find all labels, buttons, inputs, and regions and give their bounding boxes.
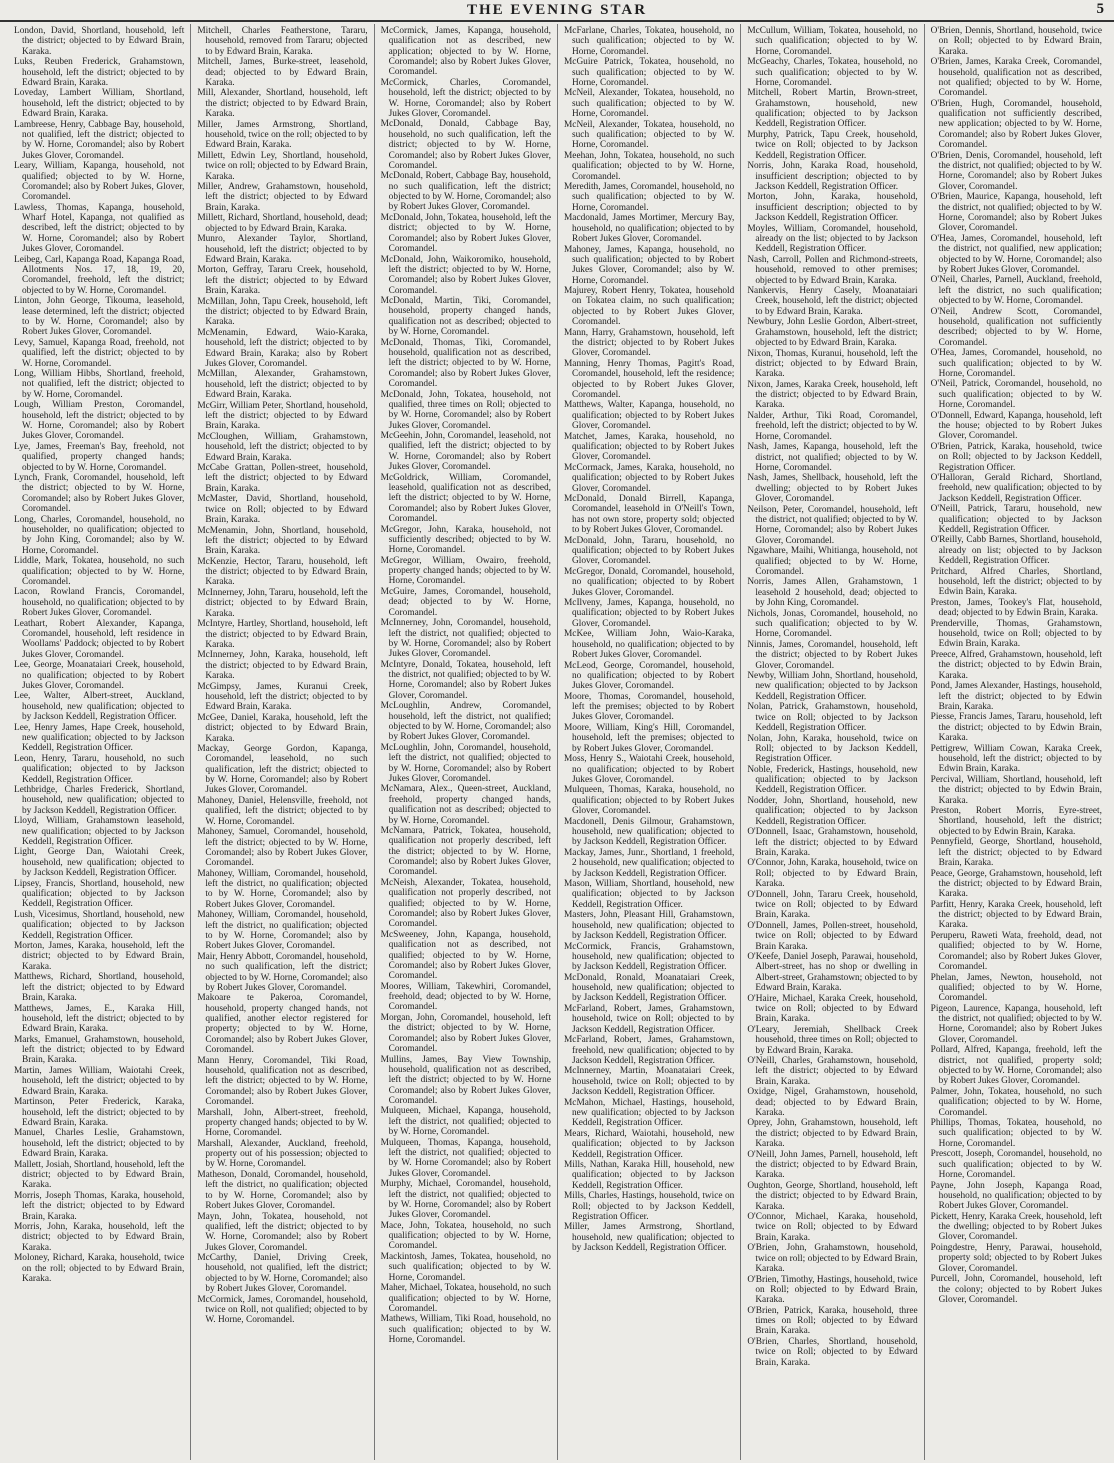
- objection-entry: Levy, Samuel, Kapanga Road, freehold, not qualified, left the district; objected to by W. Horne, Coromandel.: [14, 337, 185, 369]
- objection-entry: Nash, James, Kapanga, household, left the district, not qualified; objected to by W. Horne, Coromandel.: [747, 442, 918, 473]
- objection-entry: Miller, James Armstrong, Shortland, household, twice on the roll; objected to by Edward Brain, Karaka.: [197, 119, 368, 151]
- objection-entry: Leon, Henry, Tararu, household, no such qualification; objected to by Jackson Keddell, Registration Officer.: [14, 753, 185, 785]
- objection-entry: McFarland, Robert, James, Grahamstown, household, twice on Roll; objected to by Jackson Keddell, Registration Officer.: [563, 1003, 735, 1035]
- objection-entry: Moore, William, King's Hill, Coromandel, household, left the premises; objected to by Robert Jukes Glover, Coromandel.: [563, 722, 735, 754]
- objection-entry: Masters, John, Pleasant Hill, Grahamstown, household, new qualification; objected to by Jackson Keddell, Registration Officer.: [563, 910, 735, 941]
- objection-entry: Morris, Joseph Thomas, Karaka, household, left the district; objected to by Edward Brain, Karaka.: [14, 1190, 185, 1222]
- text-columns: [8, 24, 1108, 1460]
- objection-entry: Macdonell, Denis Gilmour, Grahamstown, household, new qualification; objected to by Jackson Keddell, Registration Officer.: [563, 816, 735, 848]
- objection-entry: McMillan, John, Tapu Creek, household, left the district; objected to by Edward Brain, Karaka.: [197, 296, 368, 328]
- objection-entry: Nash, James, Shellback, household, left the dwelling; objected to by Robert Jukes Glover, Coromandel.: [747, 473, 918, 505]
- objection-entry: Morris, John, Karaka, household, left the district; objected to by Edward Brain, Karaka.: [14, 1222, 185, 1253]
- objection-entry: Mackay, James, Junr., Shortland, 1 freehold, 2 household, new qualification; objected to by Jackson Keddell, Registration Officer.: [563, 847, 735, 879]
- objection-entry: Poingdestre, Henry, Parawai, household, property sold; objected to by Robert Jukes Glover, Coromandel.: [930, 1242, 1102, 1274]
- objection-entry: Murphy, Michael, Coromandel, household, left the district, not qualified; objected to by W. Horne, Coromandel; also by Robert Jukes Glover, Coromandel.: [380, 1179, 551, 1221]
- column-4: [558, 24, 741, 1460]
- objection-entry: McInnerney, John, Tararu, household, left the district; objected to by Edward Brain, Karaka.: [197, 587, 368, 619]
- objection-entry: McCarthy, Daniel, Driving Creek, household, not qualified, left the district; objected to by W. Horne, Coromandel; also by Robert Jukes Glover, Coromandel.: [197, 1253, 368, 1295]
- objection-entry: O'Brien, Charles, Shortland, household, twice on Roll; objected to by Edward Brain, Karaka.: [747, 1337, 918, 1368]
- objection-entry: Moloney, Richard, Karaka, household, twice on the roll; objected to by Edward Brain, Karaka.: [14, 1253, 185, 1284]
- objection-entry: McDonald, John, Tokatea, household, left the district; objected to by W. Horne, Coromandel; also by Robert Jukes Glover, Coromandel.: [380, 212, 551, 254]
- objection-entry: Martin, James William, Waiotahi Creek, household, left the district; objected to by Edward Brain, Karaka.: [14, 1066, 185, 1097]
- objection-entry: Pickett, Henry, Karaka Creek, household, left the dwelling; objected to by Robert Jukes Glover, Coromandel.: [930, 1211, 1102, 1243]
- objection-entry: Leathart, Robert Alexander, Kapanga, Coromandel, household, left residence in Woollams' Paddock; objected to by Robert Jukes Glover, Coromandel.: [14, 618, 185, 660]
- objection-entry: O'Brien, Patrick, Karaka, household, three times on Roll; objected to by Edward Brain, Karaka.: [747, 1305, 918, 1337]
- objection-entry: Mayn, John, Tokatea, household, not qualified, left the district; objected to by W. Horne, Coromandel; also by Robert Jukes Glover, Coromandel.: [197, 1211, 368, 1253]
- objection-entry: Piesse, Francis James, Tararu, household, left the district; objected to by Edwin Brain, Karaka.: [930, 712, 1102, 744]
- objection-entry: McDonald, Donald, Cabbage Bay, household, no such qualification, left the district; objected to by W. Horne, Coromandel; also by Robert Jukes Glover, Coromandel.: [380, 119, 551, 171]
- objection-entry: Pritchard, Alfred Charles, Shortland, household, left the district; objected to by Edwin Bain, Karaka.: [930, 566, 1102, 598]
- objection-entry: Norris, James Allen, Grahamstown, 1 leasehold 2 household, dead; objected to by John King, Coromandel.: [747, 577, 918, 609]
- objection-entry: Mills, Nathan, Karaka Hill, household, new qualification; objected to by Jackson Keddell, Registration Officer.: [563, 1160, 735, 1191]
- objection-entry: Mason, William, Shortland, household, new qualification; objected to by Jackson Keddell, Registration Officer.: [563, 879, 735, 910]
- objection-entry: Murphy, Patrick, Tapu Creek, household, twice on Roll; objected to by Jackson Keddell, Registration Officer.: [747, 130, 918, 161]
- objection-entry: McGuire, James, Coromandel, household, dead; objected to by W. Horne, Coromandel.: [380, 587, 551, 618]
- objection-entry: McSweeney, John, Kapanga, household, qualification not as described, not qualified; objected to by W. Horne, Coromandel; also by Robert Jukes Glover, Coromandel.: [380, 929, 551, 982]
- objection-entry: Lawless, Thomas, Kapanga, household, Wharf Hotel, Kapanga, not qualified as described, left the district; objected to by W. Horne, Coromandel; also by Robert Jukes Glover, Coromandel.: [14, 202, 185, 255]
- objection-entry: Meehan, John, Tokatea, household, no such qualification; objected to by W. Horne, Coromandel.: [563, 150, 735, 182]
- objection-entry: McCormick, Francis, Grahamstown, household, new qualification; objected to by Jackson Keddell, Registration Officer.: [563, 941, 735, 973]
- objection-entry: McKenzie, Hector, Tararu, household, left the district; objected to by Edward Brain, Karaka.: [197, 556, 368, 588]
- objection-entry: Miller, Andrew, Grahamstown, household, left the district; objected to by Edward Brain, Karaka.: [197, 182, 368, 213]
- objection-entry: McLoughlin, Andrew, Coromandel, household, left the district, not qualified; objected to by W. Horne, Coromandel; also by Robert Jukes Glover, Coromandel.: [380, 701, 551, 743]
- objection-entry: O'Neill, John James, Parnell, household, left the district; objected to by Edward Brain, Karaka.: [747, 1149, 918, 1181]
- objection-entry: McFarland, Robert, James, Grahamstown, freehold, new qualification; objected to by Jackson Keddell, Registration Officer.: [563, 1035, 735, 1066]
- objection-entry: O'Brien, James, Karaka Creek, Coromandel, household, qualification not as described, not qualified; objected to by W. Horne, Coromandel.: [930, 57, 1102, 99]
- objection-entry: Noble, Frederick, Hastings, household, new qualification; objected to by Jackson Keddell, Registration Officer.: [747, 764, 918, 796]
- objection-entry: O'Hea, James, Coromandel, household, left the district, not qualified, new application; objected to by W. Horne, Coromandel; also by Robert Jukes Glover, Coromandel.: [930, 233, 1102, 275]
- objection-entry: McKee, William John, Waio-Karaka, household, no qualification; objected to by Robert Jukes Glover, Coromandel.: [563, 629, 735, 660]
- objection-entry: Nixon, James, Karaka Creek, household, left the district; objected to by Edward Brain, Karaka.: [747, 379, 918, 411]
- objection-entry: Mill, Alexander, Shortland, household, left the district; objected to by Edward Brain, Karaka.: [197, 88, 368, 120]
- objection-entry: Munro, Alexander Taylor, Shortland, household, left the district; objected to by Edward Brain, Karaka.: [197, 234, 368, 265]
- objection-entry: Macdonald, James Mortimer, Mercury Bay, household, no qualification; objected to by Robert Jukes Glover, Coromandel.: [563, 213, 735, 244]
- objection-entry: Marshall, John, Albert-street, freehold, property changed hands; objected to by W. Horne, Coromandel.: [197, 1107, 368, 1139]
- objection-entry: McCullum, William, Tokatea, household, no such qualification; objected to by W. Horne, Coromandel.: [747, 26, 918, 57]
- objection-entry: McGuire Patrick, Tokatea, household, no such qualification; objected to by W. Horne, Coromandel.: [563, 57, 735, 88]
- objection-entry: McFarlane, Charles, Tokatea, household, no such qualification; objected to by W. Horne, Coromandel.: [563, 26, 735, 57]
- page-header: [0, 0, 1114, 22]
- objection-entry: Long, William Hibbs, Shortland, freehold, not qualified, left the district; objected to by W. Horne, Coromandel.: [14, 369, 185, 400]
- objection-entry: Peruperu, Raweti Wata, freehold, dead, not qualified; objected to by W. Horne, Coromandel; also by Robert Jukes Glover, Coromandel.: [930, 930, 1102, 972]
- objection-entry: McCormick, James, Kapanga, household, qualification not as described, new application; objected to by W. Horne, Coromandel; also by Robert Jukes Glover, Coromandel.: [380, 26, 551, 78]
- objection-entry: Parfitt, Henry, Karaka Creek, household, left the district; objected to by Edward Brain, Karaka.: [930, 899, 1102, 931]
- objection-entry: Matchet, James, Karaka, household, no qualification; objected to by Robert Jukes Glover, Coromandel.: [563, 431, 735, 463]
- objection-entry: Mulqueen, Michael, Kapanga, household, left the district, not qualified; objected to by W. Horne, Coromandel.: [380, 1106, 551, 1138]
- objection-entry: Mann Henry, Coromandel, Tiki Road, household, qualification not as described, left the district; objected to by W. Horne, Coromandel; also by Robert Jukes Glover, Coromandel.: [197, 1055, 368, 1108]
- objection-entry: Moore, Thomas, Coromandel, household, left the premises; objected to by Robert Jukes Glover, Coromandel.: [563, 691, 735, 723]
- objection-entry: Nolan, Patrick, Grahamstown, household, twice on Roll; objected to by Jackson Keddell, Registration Officer.: [747, 702, 918, 733]
- objection-entry: McCormack, James, Karaka, household, no qualification; objected to by Robert Jukes Glover, Coromandel.: [563, 462, 735, 494]
- objection-entry: Makoare te Pakeroa, Coromandel, household, property changed hands, not qualified, another elector registered for property; objected to by W. Horne, Coromandel; also by Robert Jukes Glover, Coromandel.: [197, 993, 368, 1056]
- objection-entry: Millett, Richard, Shortland, household, dead; objected to by Edward Brain, Karaka.: [197, 213, 368, 234]
- objection-entry: O'Brien, John, Grahamstown, household, twice on roll; objected to by Edward Brain, Karaka.: [747, 1243, 918, 1275]
- objection-entry: Pigeon, Laurence, Kapanga, household, left the district, not qualified; objected to by W. Horne, Coromandel; also by Robert Jukes Glover, Coromandel.: [930, 1003, 1102, 1045]
- objection-entry: McMahon, Michael, Hastings, household, new qualification; objected to by Jackson Keddell, Registration Officer.: [563, 1097, 735, 1129]
- objection-entry: O'Brien, Patrick, Karaka, household, twice on Roll; objected to by Jackson Keddell, Registration Officer.: [930, 441, 1102, 473]
- objection-entry: McDonald, John, Waikoromiko, household, left the district; objected to by W. Horne, Coromandel; also by Robert Jukes Glover, Coromandel.: [380, 254, 551, 296]
- objection-entry: Morton, Geffray, Tararu Creek, household, left the district; objected to by Edward Brain, Karaka.: [197, 265, 368, 297]
- objection-entry: O'Neill, Patrick, Tararu, household, new qualification; objected to by Jackson Keddell, Registration Officer.: [930, 504, 1102, 535]
- objection-entry: McMaster, David, Shortland, household, twice on Roll; objected to by Edward Brain, Karaka.: [197, 494, 368, 525]
- objection-entry: O'Donnell, Edward, Kapanga, household, left the house; objected to by Robert Jukes Glover, Coromandel.: [930, 410, 1102, 442]
- objection-entry: Mahoney, Daniel, Helensville, freehold, not qualified, left the district; objected to by W. Horne, Coromandel.: [197, 795, 368, 827]
- objection-entry: O'Brien, Denis, Coromandel, household, left the district, not qualified; objected to by W. Horne, Coromandel; also by Robert Jukes Glover, Coromandel.: [930, 150, 1102, 192]
- objection-entry: Preece, Alfred, Grahamstown, household, left the district; objected to by Edwin Brain, Karaka.: [930, 650, 1102, 681]
- objection-entry: Newbury, John Leslie Gordon, Albert-street, Grahamstown, household, left the district; objected to by Edward Brain, Karaka.: [747, 317, 918, 348]
- objection-entry: Lethbridge, Charles Frederick, Shortland, household, new qualification; objected to by Jackson Keddell, Registration Officer.: [14, 785, 185, 816]
- objection-entry: McDonald, John, Tararu, household, no qualification; objected to by Robert Jukes Glover, Coromandel.: [563, 535, 735, 567]
- objection-entry: McCabe Grattan, Pollen-street, household, left the district; objected to by Edward Brain, Karaka.: [197, 463, 368, 494]
- objection-entry: O'Reilly, Cabb Barnes, Shortland, household, already on list; objected to by Jackson Keddell, Registration Officer.: [930, 535, 1102, 567]
- objection-entry: McDonald, Martin, Tiki, Coromandel, household, property changed hands, qualification not as described; objected to by W. Horne, Coromandel.: [380, 296, 551, 338]
- objection-entry: Mann, Harry, Grahamstown, household, left the district; objected to by Robert Jukes Glover, Coromandel.: [563, 327, 735, 359]
- objection-entry: Moss, Henry S., Waiotahi Creek, household, no qualification; objected to by Robert Jukes Glover, Coromandel.: [563, 754, 735, 785]
- objection-entry: Nankervis, Henry Casely, Moanataiari Creek, household, left the district; objected to by Edward Brain, Karaka.: [747, 286, 918, 317]
- objection-entry: Peace, George, Grahamstown, household, left the district; objected to by Edward Brain, Karaka.: [930, 868, 1102, 900]
- objection-entry: Mahoney, William, Coromandel, household, left the district, no qualification; objected to by W. Horne, Coromandel; also by Robert Jukes Glover, Coromandel.: [197, 868, 368, 910]
- objection-entry: O'Neil, Andrew Scott, Coromandel, household, qualification not sufficiently described; objected to by W. Horne, Coromandel.: [930, 306, 1102, 348]
- objection-entry: Oprey, John, Grahamstown, household, left the district; objected to by Edward Brain, Karaka.: [747, 1118, 918, 1150]
- objection-entry: Lynch, Frank, Coromandel, household, left the district; objected to by W. Horne, Coromandel; also by Robert Jukes Glover, Coromandel.: [14, 473, 185, 515]
- masthead: THE EVENING STAR: [466, 2, 648, 18]
- objection-entry: Mahoney, James, Kapanga, household, no such qualification; objected to by Robert Jukes Glover, Coromandel; also by W. Horne, Coromandel.: [563, 244, 735, 286]
- objection-entry: McIntyre, Hartley, Shortland, household, left the district; objected to by Edward Brain, Karaka.: [197, 619, 368, 650]
- objection-entry: O'Hea, James, Coromandel, household, no such qualification; objected to by W. Horne, Coromandel.: [930, 348, 1102, 379]
- objection-entry: Norris, John, Karaka Road, household, insufficient description; objected to by Jackson Keddell, Registration Officer.: [747, 161, 918, 192]
- objection-entry: McInnerney, John, Karaka, household, left the district; objected to by Edward Brain, Karaka.: [197, 650, 368, 682]
- objection-entry: Neilson, Peter, Coromandel, household, left the district, not qualified; objected to by W. Horne, Coromandel; also by Robert Jukes Glover, Coromandel.: [747, 504, 918, 546]
- objection-entry: McGoldrick, William, Coromandel, leasehold, qualification not as described, left the district; objected to by W. Horne, Coromandel; also by Robert Jukes Glover, Coromandel.: [380, 472, 551, 525]
- objection-entry: O'Keefe, Daniel Joseph, Parawai, household, Albert-street, has no shop or dwelling in Albert-street, Grahamstown; objected to by Edward Brain, Karaka.: [747, 952, 918, 994]
- objection-entry: Preston, James, Tookey's Flat, household, dead; objected to by Edwin Brain, Karaka.: [930, 597, 1102, 619]
- objection-entry: McDonald, Donald Birrell, Kapanga, Coromandel, leasehold in O'Neill's Town, has not own store, property sold; objected to by Robert Jukes Glover, Coromandel.: [563, 494, 735, 536]
- objection-entry: O'Donnell, James, Pollen-street, household, twice on Roll; objected to by Edward Brain Karaka.: [747, 920, 918, 952]
- objection-entry: McGregor, William, Owairo, freehold, property changed hands; objected to by W. Horne, Coromandel.: [380, 555, 551, 587]
- objection-entry: Payne, John Joseph, Kapanga Road, household, no qualification; objected to by Robert Jukes Glover, Coromandel.: [930, 1180, 1102, 1212]
- objection-entry: O'Connor, John, Karaka, household, twice on Roll; objected to by Edward Brain, Karaka.: [747, 858, 918, 890]
- objection-entry: O'Brien, Dennis, Shortland, household, twice on Roll; objected to by Edward Brain, Karaka.: [930, 26, 1102, 57]
- objection-entry: Martinson, Peter Frederick, Karaka, household, left the district; objected to by Edward Brain, Karaka.: [14, 1097, 185, 1128]
- objection-entry: O'Haire, Michael, Karaka Creek, household, twice on Roll; objected to by Edward Brain, Karaka.: [747, 993, 918, 1025]
- objection-entry: McGeehin, John, Coromandel, leasehold, not qualified, left the district; objected to by W. Horne, Coromandel; also by Robert Jukes Glover, Coromandel.: [380, 431, 551, 473]
- objection-entry: McNeil, Alexander, Tokatea, household, no such qualification; objected to by W. Horne, Coromandel.: [563, 88, 735, 120]
- objection-entry: Lambreese, Henry, Cabbage Bay, household, not qualified, left the district; objected to by W. Horne, Coromandel; also by Robert Jukes Glover, Coromandel.: [14, 119, 185, 161]
- objection-entry: Phillips, Thomas, Tokatea, household, no such qualification; objected to by W. Horne, Coromandel.: [930, 1118, 1102, 1149]
- objection-entry: Matthews, Walter, Kapanga, household, no qualification; objected to by Robert Jukes Glover, Coromandel.: [563, 400, 735, 432]
- objection-entry: O'Neil, Patrick, Coromandel, household, no such qualification; objected to by W. Horne, Coromandel.: [930, 379, 1102, 411]
- objection-entry: McNeil, Alexander, Tokatea, household, no such qualification; objected to by W. Horne, Coromandel.: [563, 119, 735, 151]
- objection-entry: Mackintosh, James, Tokatea, household, no such qualification; objected to by W. Horne, Coromandel.: [380, 1252, 551, 1283]
- objection-entry: Loveday, Lambert William, Shortland, household, left the district; objected to by Edward Brain, Karaka.: [14, 88, 185, 120]
- objection-entry: McNeish, Alexander, Tokatea, household, qualification not properly described, not qualified; objected to by W. Horne, Coromandel; also by Robert Jukes Glover, Coromandel.: [380, 877, 551, 930]
- objection-entry: O'Brien, Timothy, Hastings, household, twice on Roll; objected to by Edward Brain, Karaka.: [747, 1274, 918, 1306]
- objection-entry: Preston, Robert Morris, Eyre-street, Shortland, household, left the district; objected to by Edwin Brain, Karaka.: [930, 806, 1102, 837]
- objection-entry: Light, George Dan, Waiotahi Creek, household, new qualification; objected to by Jackson Keddell, Registration Officer.: [14, 847, 185, 879]
- objection-entry: Mills, Charles, Hastings, household, twice on Roll; objected to by Jackson Keddell, Registration Officer.: [563, 1191, 735, 1222]
- objection-entry: Nolan, John, Karaka, household, twice on Roll; objected to by Jackson Keddell, Registration Officer.: [747, 733, 918, 765]
- objection-entry: Oughton, George, Shortland, household, left the district; objected to by Edward Brain, Karaka.: [747, 1180, 918, 1212]
- objection-entry: McMenamin, Edward, Waio-Karaka, household, left the district; objected to by Edward Brain, Karaka; also by Robert Jukes Glover, Coromandel.: [197, 327, 368, 369]
- objection-entry: McLoughlin, John, Coromandel, household, left the district, not qualified; objected to by W. Horne, Coromandel; also by Robert Jukes Glover, Coromandel.: [380, 742, 551, 784]
- objection-entry: Mitchell, James, Burke-street, leasehold, dead; objected to by Edward Brain, Karaka.: [197, 57, 368, 88]
- objection-entry: Lye, James, Freeman's Bay, freehold, not qualified, property changed hands; objected to by W. Horne, Coromandel.: [14, 441, 185, 473]
- objection-entry: McCormick, James, Coromandel, household, twice on Roll, not qualified; objected to by W. Horne, Coromandel.: [197, 1294, 368, 1326]
- objection-entry: Mahoney, Samuel, Coromandel, household, left the district; objected to by W. Horne, Coromandel; also by Robert Jukes Glover, Coromandel.: [197, 827, 368, 869]
- objection-entry: McGregor, John, Karaka, household, not sufficiently described; objected to by W. Horne, Coromandel.: [380, 524, 551, 556]
- objection-entry: Oxidge, Nigel, Grahamstown, household, dead; objected to by Edward Brain, Karaka.: [747, 1087, 918, 1118]
- objection-entry: Linton, John George, Tikouma, leasehold, lease determined, left the district; objected to by W. Horne, Coromandel; also by Robert Jukes Glover, Coromandel.: [14, 296, 185, 338]
- objection-entry: O'Donnell, Isaac, Grahamstown, household, left the district; objected to by Edward Brain, Karaka.: [747, 827, 918, 858]
- objection-entry: Nash, Carroll, Pollen and Richmond-streets, household, removed to other premises; objected to by Edward Brain, Karaka.: [747, 254, 918, 286]
- objection-entry: McNamara, Patrick, Tokatea, household, qualification not properly described, left the district; objected to by W. Horne, Coromandel; also by Robert Jukes Glover, Coromandel.: [380, 826, 551, 878]
- objection-entry: Morton, James, Karaka, household, left the district; objected to by Edward Brain, Karaka.: [14, 941, 185, 972]
- objection-entry: McLeod, George, Coromandel, household, no qualification; objected to by Robert Jukes Glover, Coromandel.: [563, 660, 735, 692]
- objection-entry: Mahoney, William, Coromandel, household, left the district, no qualification; objected to by W. Horne, Coromandel; also by Robert Jukes Glover, Coromandel.: [197, 910, 368, 952]
- objection-entry: Marks, Emanuel, Grahamstown, household, left the district; objected to by Edward Brain, Karaka.: [14, 1034, 185, 1066]
- objection-entry: Ninnis, James, Coromandel, household, left the district; objected to by Robert Jukes Glover, Coromandel.: [747, 639, 918, 671]
- objection-entry: Newby, William John, Shortland, household, new qualification; objected to by Jackson Keddell, Registration Officer.: [747, 671, 918, 702]
- column-2: [191, 24, 374, 1460]
- objection-entry: O'Connor, Michael, Karaka, household, twice on Roll; objected to by Edward Brain, Karaka.: [747, 1212, 918, 1243]
- objection-entry: McInnerney, John, Coromandel, household, left the district, not qualified; objected to by W. Horne, Coromandel; also by Robert Jukes Glover, Coromandel.: [380, 618, 551, 660]
- objection-entry: Morton, John, Karaka, household, insufficient description; objected to by Jackson Keddell, Registration Officer.: [747, 192, 918, 224]
- objection-entry: Maher, Michael, Tokatea, household, no such qualification; objected to by W. Horne, Coromandel.: [380, 1283, 551, 1314]
- objection-entry: Mears, Richard, Waiotahi, household, new qualification; objected to by Jackson Keddell, Registration Officer.: [563, 1128, 735, 1160]
- column-5: [741, 24, 924, 1460]
- objection-entry: Mulqueen, Thomas, Karaka, household, no qualification; objected to by Robert Jukes Glover, Coromandel.: [563, 785, 735, 817]
- objection-entry: Lough, William Preston, Coromandel, household, left the district; objected to by W. Horne, Coromandel; also by Robert Jukes Glover, Coromandel.: [14, 400, 185, 442]
- objection-entry: McNamara, Alex., Queen-street, Auckland, freehold, property changed hands, qualification not as described; objected to by W. Horne, Coromandel.: [380, 784, 551, 826]
- objection-entry: Ngawhare, Maihi, Whitianga, household, not qualified; objected to by W. Horne, Coromandel.: [747, 546, 918, 577]
- objection-entry: Leary, William, Kapanga, household, not qualified; objected to by W. Horne, Coromandel; also by Robert Jukes, Glover, Coromandel.: [14, 161, 185, 203]
- objection-entry: McIlveny, James, Kapanga, household, no qualification; objected to by Robert Jukes Glover, Coromandel.: [563, 598, 735, 629]
- objection-entry: Matthews, Richard, Shortland, household, left the district; objected to by Edward Brain, Karaka.: [14, 972, 185, 1004]
- objection-entry: O'Halloran, Gerald Richard, Shortland, freehold, new qualification; objected to by Jackson Keddell, Registration Officer.: [930, 473, 1102, 504]
- objection-entry: McDonald, Robert, Cabbage Bay, household, no such qualification, left the district; objected to by W. Horne, Coromandel; also by Robert Jukes Glover, Coromandel.: [380, 171, 551, 213]
- objection-entry: McDonald, Ronald, Moanataiari Creek, household, new qualification; objected to by Jackson Keddell, Registration Officer.: [563, 972, 735, 1004]
- objection-entry: O'Leary, Jeremiah, Shellback Creek household, three times on Roll; objected to by Edward Brain, Karaka.: [747, 1024, 918, 1056]
- objection-entry: McGirr, William Peter, Shortland, household, left the district; objected to by Edward Brain, Karaka.: [197, 400, 368, 432]
- objection-entry: O'Donnell, John, Tararu Creek, household, twice on Roll; objected to by Edward Brain, Karaka.: [747, 889, 918, 921]
- objection-entry: Majurey, Robert Henry, Tokatea, household on Tokatea claim, no such qualification; objected to by Robert Jukes Glover, Coromandel.: [563, 286, 735, 328]
- objection-entry: Pollard, Alfred, Kapanga, freehold, left the district, not qualified, property sold; objected to by W. Horne, Coromandel; also by Robert Jukes Glover, Coromandel.: [930, 1045, 1102, 1087]
- objection-entry: Prenderville, Thomas, Grahamstown, household, twice on Roll; objected to by Edwin Brain, Karaka.: [930, 618, 1102, 650]
- column-6: [925, 24, 1108, 1460]
- objection-entry: Morgan, John, Coromandel, household, left the district; objected to by W. Horne, Coromandel; also by Robert Jukes Glover, Coromandel.: [380, 1012, 551, 1054]
- column-3: [375, 24, 558, 1460]
- objection-entry: Lee, Henry James, Hape Creek, household, new qualification; objected to by Jackson Keddell, Registration Officer.: [14, 722, 185, 754]
- column-1: [8, 24, 191, 1460]
- objection-entry: O'Neil, Charles, Parnell, Auckland, freehold, left the district, no such qualification; objected to by W. Horne, Coromandel.: [930, 275, 1102, 307]
- objection-entry: Lacon, Rowland Francis, Coromandel, household, no qualification; objected to by Robert Jukes Glover, Coromandel.: [14, 587, 185, 619]
- objection-entry: McCloughen, William, Grahamstown, household, left the district; objected to by Edward Brain, Karaka.: [197, 431, 368, 463]
- objection-entry: Moores, William, Takewhiri, Coromandel, freehold, dead; objected to by W. Horne, Coromandel.: [380, 981, 551, 1013]
- objection-entry: Liddle, Mark, Tokatea, household, no such qualification; objected to by W. Horne, Coromandel.: [14, 556, 185, 587]
- objection-entry: Prescott, Joseph, Coromandel, household, no such qualification; objected to by W. Horne, Coromandel.: [930, 1149, 1102, 1180]
- objection-entry: Lipsey, Francis, Shortland, household, new qualification; objected to by Jackson Keddell, Registration Officer.: [14, 878, 185, 910]
- objection-entry: Mathews, William, Tiki Road, household, no such qualification; objected to by W. Horne, Coromandel.: [380, 1314, 551, 1346]
- objection-entry: McGimpsy, James, Kuranui Creek, household, left the district; objected to by Edward Brain, Karaka.: [197, 681, 368, 713]
- objection-entry: McCormick, Charles, Coromandel, household, left the district; objected to by W. Horne, Coromandel; also by Robert Jukes Glover, Coromandel.: [380, 77, 551, 119]
- objection-entry: Mace, John, Tokatea, household, no such qualification; objected to by W. Horne, Coromandel.: [380, 1220, 551, 1252]
- objection-entry: Miller, James Armstrong, Shortland, household, new qualification; objected to by Jackson Keddell, Registration Officer.: [563, 1222, 735, 1254]
- objection-entry: McGeachy, Charles, Tokatea, household, no such qualification; objected to by W. Horne, Coromandel.: [747, 57, 918, 88]
- objection-entry: Pettigrew, William Cowan, Karaka Creek, household, left the district; objected to by Edwin Brain, Karaka.: [930, 743, 1102, 775]
- page-number: 5: [1096, 1, 1104, 17]
- objection-entry: O'Brien, Maurice, Kapanga, household, left the district, not qualified; objected to by W. Horne, Coromandel; also by Robert Jukes Glover, Coromandel.: [930, 192, 1102, 234]
- objection-entry: Matheson, Donald, Coromandel, household, left the district, no qualification; objected to by W. Horne, Coromandel; also by Robert Jukes Glover, Coromandel.: [197, 1170, 368, 1212]
- objection-entry: Long, Charles, Coromandel, household, no householder, no qualification; objected to by John King, Coromandel; also by W. Horne, Coromandel.: [14, 514, 185, 556]
- objection-entry: McInnerney, Martin, Moanataiari Creek, household, twice on Roll; objected to by Jackson Keddell, Registration Officer.: [563, 1066, 735, 1098]
- objection-entry: Nichols, Jonas, Coromandel, household, no such qualification; objected to by W. Horne, Coromandel.: [747, 608, 918, 640]
- objection-entry: Marshall, Alexander, Auckland, freehold, property out of his possession; objected to by W. Horne, Coromandel.: [197, 1138, 368, 1170]
- objection-entry: Luks, Reuben Frederick, Grahamstown, household, left the district; objected to by Edward Brain, Karaka.: [14, 57, 185, 88]
- objection-entry: McIntyre, Donald, Tokatea, household, left the district, not qualified; objected to by W. Horne, Coromandel; also by Robert Jukes Glover, Coromandel.: [380, 659, 551, 701]
- objection-entry: Pennyfield, George, Shortland, household, left the district; objected to by Edward Brain, Karaka.: [930, 837, 1102, 868]
- objection-entry: Nixon, Thomas, Kuranui, household, left the district; objected to by Edward Brain, Karaka.: [747, 348, 918, 380]
- objection-entry: Lee, George, Moanataiari Creek, household, no qualification; objected to by Robert Jukes Glover, Coromandel.: [14, 660, 185, 691]
- objection-entry: Mitchell, Charles Featherstone, Tararu, household, removed from Tararu; objected to by Edward Brain, Karaka.: [197, 26, 368, 57]
- objection-entry: London, David, Shortland, household, left the district; objected to by Edward Brain, Karaka.: [14, 26, 185, 57]
- objection-entry: O'Brien, Hugh, Coromandel, household, qualification not sufficiently described, new application; objected to by W. Horne, Coromandel; also by Robert Jukes Glover, Coromandel.: [930, 98, 1102, 151]
- objection-entry: Mair, Henry Abbott, Coromandel, household, no such qualification, left the district; objected to by W. Horne, Coromandel; also by Robert Jukes Glover, Coromandel.: [197, 951, 368, 993]
- objection-entry: McDonald, John, Tokatea, household, not qualified, three times on Roll; objected to by W. Horne, Coromandel; also by Robert Jukes Glover, Coromandel.: [380, 389, 551, 431]
- objection-entry: McGregor, Donald, Coromandel, household, no qualification; objected to by Robert Jukes Glover, Coromandel.: [563, 566, 735, 598]
- objection-entry: Manuel, Charles Leslie, Grahamstown, household, left the district; objected to by Edward Brain, Karaka.: [14, 1128, 185, 1160]
- objection-entry: Phelan, James, Newton, household, not qualified; objected to by W. Horne, Coromandel.: [930, 972, 1102, 1004]
- objection-entry: Mallett, Josiah, Shortland, household, left the district; objected to by Edward Brain, Karaka.: [14, 1159, 185, 1191]
- objection-entry: Purcell, John, Coromandel, household, left the colony; objected to by Robert Jukes Glover, Coromandel.: [930, 1274, 1102, 1305]
- objection-entry: Lee, Walter, Albert-street, Auckland, household, new qualification; objected to by Jackson Keddell, Registration Officer.: [14, 691, 185, 723]
- objection-entry: McDonald, Thomas, Tiki, Coromandel, household, qualification not as described, left the district; objected to by W. Horne, Coromandel; also by Robert Jukes Glover, Coromandel.: [380, 337, 551, 389]
- objection-entry: McGee, Daniel, Karaka, household, left the district; objected to by Edward Brain, Karaka.: [197, 712, 368, 744]
- objection-entry: McMenamin, John, Shortland, household, left the district; objected to by Edward Brain, Karaka.: [197, 525, 368, 557]
- objection-entry: Palmer, John, Tokatea, household, no such qualification; objected to by W. Horne, Coromandel.: [930, 1086, 1102, 1118]
- objection-entry: Pond, James Alexander, Hastings, household, left the district; objected to by Edwin Brain, Karaka.: [930, 681, 1102, 712]
- objection-entry: Nalder, Arthur, Tiki Road, Coromandel, freehold, left the district; objected to by W. Horne, Coromandel.: [747, 410, 918, 442]
- objection-entry: Mulqueen, Thomas, Kapanga, household, left the district, not qualified; objected to by W. Horne Coromandel; also by Robert Jukes Glover, Coromandel.: [380, 1137, 551, 1179]
- objection-entry: Mackay, George Gordon, Kapanga, Coromandel, leasehold, no such qualification, left the district; objected to by W. Horne, Coromandel; also by Robert Jukes Glover, Coromandel.: [197, 744, 368, 796]
- objection-entry: Matthews, James, E., Karaka Hill, household, left the district; objected to by Edward Brain, Karaka.: [14, 1003, 185, 1035]
- objection-entry: Lloyd, William, Grahamstown leasehold, new qualification; objected to by Jackson Keddell, Registration Officer.: [14, 816, 185, 847]
- objection-entry: McMillan, Alexander, Grahamstown, household, left the district; objected to by Edward Brain, Karaka.: [197, 369, 368, 401]
- objection-entry: Leibeg, Carl, Kapanga Road, Kapanga Road, Allotments Nos. 17, 18, 19, 20, Coromandel, freehold, left the district; objected to by W. Horne, Coromandel.: [14, 254, 185, 296]
- objection-entry: Percival, William, Shortland, household, left the district; objected to by Edwin Brain, Karaka.: [930, 774, 1102, 806]
- objection-entry: O'Neill, Charles, Grahamstown, household, left the district; objected to by Edward Brain, Karaka.: [747, 1056, 918, 1087]
- objection-entry: Manning, Henry Thomas, Pagitt's Road, Coromandel, household, left the residence; objected to by Robert Jukes Glover, Coromandel.: [563, 358, 735, 400]
- objection-entry: Millett, Edwin Ley, Shortland, household, twice on roll; objected to by Edward Brain, Karaka.: [197, 150, 368, 182]
- objection-entry: Lush, Vicesimus, Shortland, household, new qualification; objected to by Jackson Keddell, Registration Officer.: [14, 909, 185, 941]
- objection-entry: Mitchell, Robert Martin, Brown-street, Grahamstown, household, new qualification; objected to by Jackson Keddell, Registration Officer.: [747, 88, 918, 130]
- objection-entry: Mullins, James, Bay View Township, household, qualification not as described, left the district; objected to by W. Horne Coromandel; also by Robert Jukes Glover, Coromandel.: [380, 1054, 551, 1106]
- objection-entry: Moyles, William, Coromandel, household, already on the list; objected to by Jackson Keddell, Registration Officer.: [747, 223, 918, 255]
- objection-entry: Nodder, John, Shortland, household, new qualification; objected to by Jackson Keddell, Registration Officer.: [747, 795, 918, 827]
- objection-entry: Meredith, James, Coromandel, household, no such qualification; objected to by W. Horne, Coromandel.: [563, 182, 735, 213]
